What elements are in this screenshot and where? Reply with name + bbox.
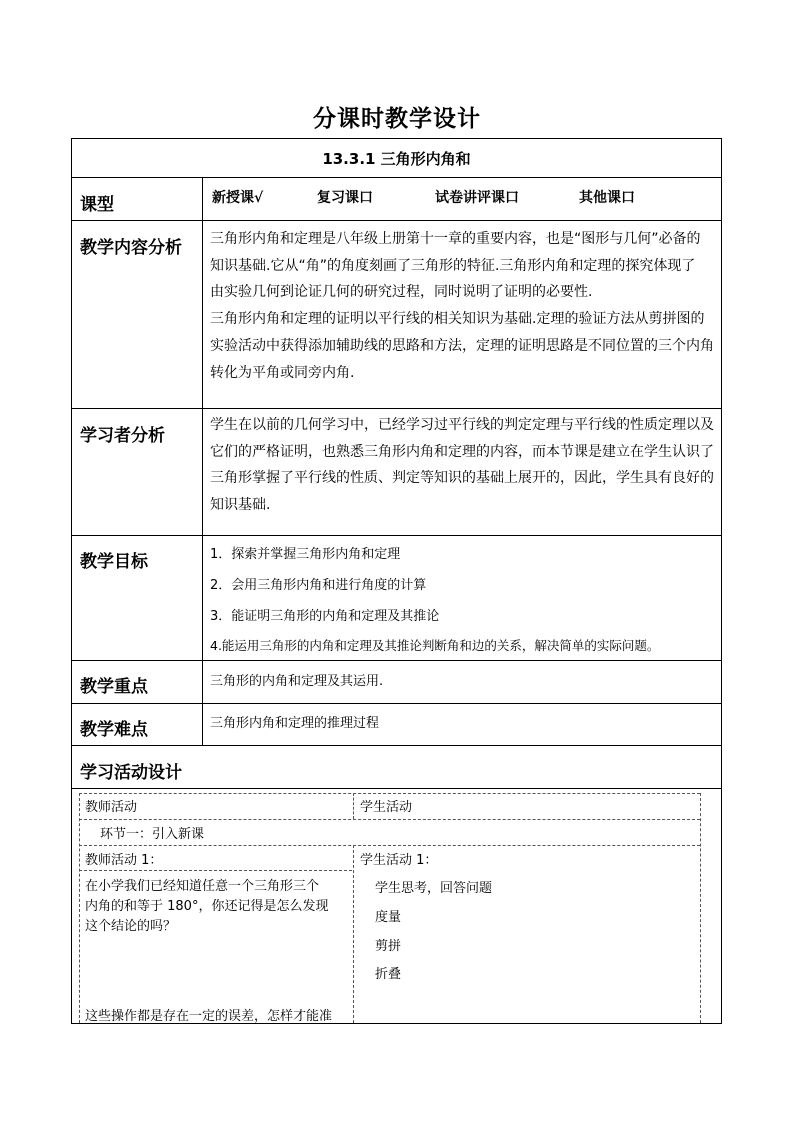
difficulty-label: 教学难点 <box>80 720 148 740</box>
objective-item: 3．能证明三角形的内角和定理及其推论 <box>210 609 440 624</box>
page-title: 分课时教学设计 <box>313 105 481 132</box>
row-divider <box>71 788 722 789</box>
student-activity-1-label: 学生活动 1： <box>360 853 438 868</box>
row-divider <box>71 535 722 536</box>
row-divider <box>71 220 722 221</box>
activity-grid-line <box>353 845 354 1023</box>
student-answer: 学生思考，回答问题 <box>375 881 493 896</box>
column-divider <box>202 177 203 745</box>
activity-grid-line <box>79 793 700 794</box>
activity-design-label: 学习活动设计 <box>80 763 182 783</box>
course-type-option-new: 新授课√ <box>212 190 264 206</box>
paragraph-line: 转化为平角或同旁内角. <box>210 364 355 381</box>
teacher-activity-header: 教师活动 <box>85 800 138 815</box>
paragraph-line: 知识基础. <box>210 497 271 514</box>
paragraph-line: 由实验几何到论证几何的研究过程，同时说明了证明的必要性. <box>210 284 593 301</box>
course-type-option-review: 复习课口 <box>317 190 373 206</box>
course-type-label: 课型 <box>80 195 114 215</box>
course-type-option-exam: 试卷讲评课口 <box>435 190 519 206</box>
row-divider <box>71 660 722 661</box>
row-divider <box>71 408 722 409</box>
paragraph-line: 三角形掌握了平行线的性质、判定等知识的基础上展开的，因此，学生具有良好的 <box>210 470 714 487</box>
difficulty-text: 三角形内角和定理的推理过程 <box>210 716 380 731</box>
teacher-question <box>85 877 328 937</box>
paragraph-line: 三角形内角和定理的证明以平行线的相关知识为基础.定理的验证方法从剪拼图的 <box>210 311 705 328</box>
learner-analysis-label: 学习者分析 <box>80 426 165 446</box>
activity-grid-line <box>79 845 700 846</box>
learner-analysis-text <box>210 412 718 519</box>
question-line: 这个结论的吗？ <box>85 919 177 934</box>
lesson-title: 13.3.1 三角形内角和 <box>322 150 471 168</box>
teacher-followup: 这些操作都是存在一定的误差，怎样才能准 <box>85 1009 333 1024</box>
activity-grid-line <box>700 793 701 1023</box>
question-line: 内角的和等于 180°，你还记得是怎么发现 <box>85 899 329 914</box>
paragraph-line: 它们的严格证明，也熟悉三角形内角和定理的内容，而本节课是建立在学生认识了 <box>210 443 714 460</box>
table-top-border <box>71 138 722 139</box>
question-line: 在小学我们已经知道任意一个三角形三个 <box>85 879 320 894</box>
student-answer: 折叠 <box>375 967 402 982</box>
objective-item: 1．探索并掌握三角形内角和定理 <box>210 547 401 562</box>
student-answer: 度量 <box>375 910 402 925</box>
activity-grid-line <box>79 870 352 871</box>
section-title: 环节一：引入新课 <box>100 827 205 842</box>
objective-item: 4.能运用三角形的内角和定理及其推论判断角和边的关系，解决简单的实际问题。 <box>210 638 660 653</box>
paragraph-line: 知识基础.它从“角”的角度刻画了三角形的特征.三角形内角和定理的探究体现了 <box>210 257 696 274</box>
paragraph-line: 实验活动中获得添加辅助线的思路和方法，定理的证明思路是不同位置的三个内角 <box>210 337 714 354</box>
paragraph-line: 三角形内角和定理是八年级上册第十一章的重要内容，也是“图形与几何”必备的 <box>210 231 701 247</box>
activity-grid-line <box>353 793 354 819</box>
content-analysis-label: 教学内容分析 <box>80 238 182 258</box>
key-point-text: 三角形的内角和定理及其运用. <box>210 674 384 689</box>
paragraph-line: 学生在以前的几何学习中，已经学习过平行线的判定定理与平行线的性质定理以及 <box>210 417 714 433</box>
activity-grid-line <box>79 819 700 820</box>
student-answer: 剪拼 <box>375 939 402 954</box>
row-divider <box>71 703 722 704</box>
objectives-label: 教学目标 <box>80 552 148 572</box>
course-type-option-other: 其他课口 <box>579 190 635 206</box>
objective-item: 2．会用三角形内角和进行角度的计算 <box>210 578 427 593</box>
student-activity-header: 学生活动 <box>360 800 413 815</box>
key-point-label: 教学重点 <box>80 677 148 697</box>
teacher-activity-1-label: 教师活动 1： <box>85 853 163 868</box>
row-divider <box>71 177 722 178</box>
activity-grid-line <box>79 793 80 1023</box>
row-divider <box>71 745 722 746</box>
content-analysis-text <box>210 226 718 386</box>
